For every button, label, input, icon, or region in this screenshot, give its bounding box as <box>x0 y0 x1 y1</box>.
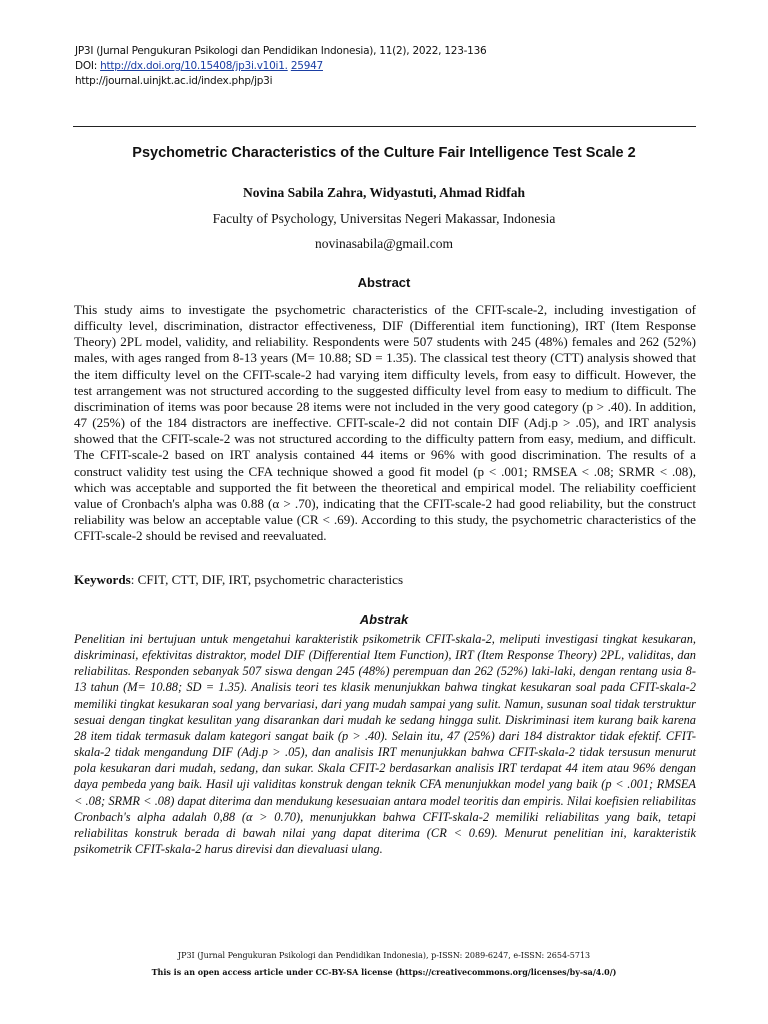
doi-suffix-link[interactable]: 25947 <box>290 60 323 72</box>
abstract-heading: Abstract <box>357 275 411 290</box>
corresponding-email[interactable]: novinasabila@gmail.com <box>314 236 454 251</box>
footer-issn: JP3I (Jurnal Pengukuran Psikologi dan Pendidikan Indonesia), p-ISSN: 2089-6247, e-ISSN: 2654-5713 <box>177 951 591 960</box>
doi-line <box>75 59 486 74</box>
abstract-text: This study aims to investigate the psychometric characteristics of the CFIT-scale-2, including investigation of difficulty level, discrimination, distractor effectiveness, DIF (Differential item functioning), IRT (Item Response Theory) 2PL model, validity, and reliability. Respondents were 507 students with 245 (48%) females and 262 (52%) males, with ages ranged from 8-13 years (M= 10.88; SD = 1.35). The classical test theory (CTT) analysis showed that the item difficulty level on the CFIT-scale-2 had varying item difficulty levels, from easy to difficult. However, the test arrangement was not structured according to the suggested difficulty level from easy to medium to difficult. The discrimination of items was poor because 28 items were not included in the very good category (p > .40). In addition, 47 (25%) of the 184 distractors are ineffective. CFIT-scale-2 did not contain DIF (Adj.p > .05), and IRT analysis showed that the CFIT-scale-2 was not structured according to the difficulty pattern from easy, medium, and difficult. The CFIT-scale-2 based on IRT analysis contained 44 items or 96% with good discrimination. The results of a construct validity test using the CFA technique showed a good fit model (p < .001; RMSEA < .08; SRMR < .08), which was acceptable and supported the fit between the theoretical and empirical model. The reliability coefficient value of Cronbach's alpha was 0.88 (α > .70), indicating that the CFIT-scale-2 had good reliability, but the construct reliability was below an acceptable value (CR < .69). According to this study, the psychometric characteristics of the CFIT-scale-2 should be revised and reevaluated. <box>74 302 696 544</box>
header-divider <box>73 126 696 127</box>
paper-title: Psychometric Characteristics of the Culture Fair Intelligence Test Scale 2 <box>132 145 636 161</box>
keywords-text: : CFIT, CTT, DIF, IRT, psychometric characteristics <box>130 572 404 587</box>
author-list: Novina Sabila Zahra, Widyastuti, Ahmad Ridfah <box>243 185 525 200</box>
footer-license: This is an open access article under CC-BY-SA license (https://creativecommons.org/licenses/by-sa/4.0/) <box>151 967 617 977</box>
abstrak-text: Penelitian ini bertujuan untuk mengetahui karakteristik psikometrik CFIT-skala-2, meliputi investigasi tingkat kesukaran, diskriminasi, efektivitas distraktor, model DIF (Differential Item Function), IRT (Item Response Theory) 2PL, validitas, dan reliabilitas. Responden sebanyak 507 siswa dengan 245 (48%) perempuan dan 262 (52%) laki-laki, dengan rentang usia 8-13 tahun (M= 10.88; SD = 1.35). Analisis teori tes klasik menunjukkan bahwa tingkat kesukaran soal pada CFIT-skala-2 memiliki tingkat kesukaran soal yang bervariasi, dari yang mudah sampai yang sulit. Namun, susunan soal tidak terstruktur sesuai dengan tingkat kesulitan yang disarankan dari mudah ke sedang hingga sulit. Diskriminasi item kurang baik karena 28 item tidak termasuk dalam kategori sangat baik (p > .40). Selain itu, 47 (25%) dari 184 distraktor tidak efektif. CFIT-skala-2 tidak mengandung DIF (Adj.p > .05), dan analisis IRT menunjukkan bahwa CFIT-skala-2 tidak tersusun menurut pola kesukaran dari mudah, sedang, dan sukar. Skala CFIT-2 berdasarkan analisis IRT terdapat 44 item atau 96% dengan daya pembeda yang baik. Hasil uji validitas konstruk dengan teknik CFA menunjukkan model yang baik (p < .001; RMSEA < .08; SRMR < .08) dapat diterima dan mendukung kesesuaian antara model teoritis dan empiris. Nilai koefisien reliabilitas Cronbach's alpha adalah 0,88 (α > 0.70), menunjukkan bahwa CFIT-skala-2 memiliki reliabilitas yang baik, tetapi reliabilitas konstruk berada di bawah nilai yang dapat diterima (CR < 0.69). Menurut penelitian ini, karakteristik psikometrik CFIT-skala-2 harus direvisi dan dievaluasi ulang. <box>74 632 696 857</box>
page-footer <box>0 947 768 981</box>
journal-url[interactable]: http://journal.uinjkt.ac.id/index.php/jp3i <box>75 75 273 87</box>
keywords-label: Keywords <box>74 572 131 587</box>
keywords-line <box>74 572 696 588</box>
doi-link[interactable]: http://dx.doi.org/10.15408/jp3i.v10i1. <box>100 60 288 72</box>
affiliation: Faculty of Psychology, Universitas Negeri Makassar, Indonesia <box>212 211 556 226</box>
doi-label: DOI: <box>75 60 101 72</box>
abstrak-heading: Abstrak <box>359 612 409 627</box>
journal-header <box>75 44 486 89</box>
journal-citation: JP3I (Jurnal Pengukuran Psikologi dan Pendidikan Indonesia), 11(2), 2022, 123-136 <box>75 45 487 57</box>
